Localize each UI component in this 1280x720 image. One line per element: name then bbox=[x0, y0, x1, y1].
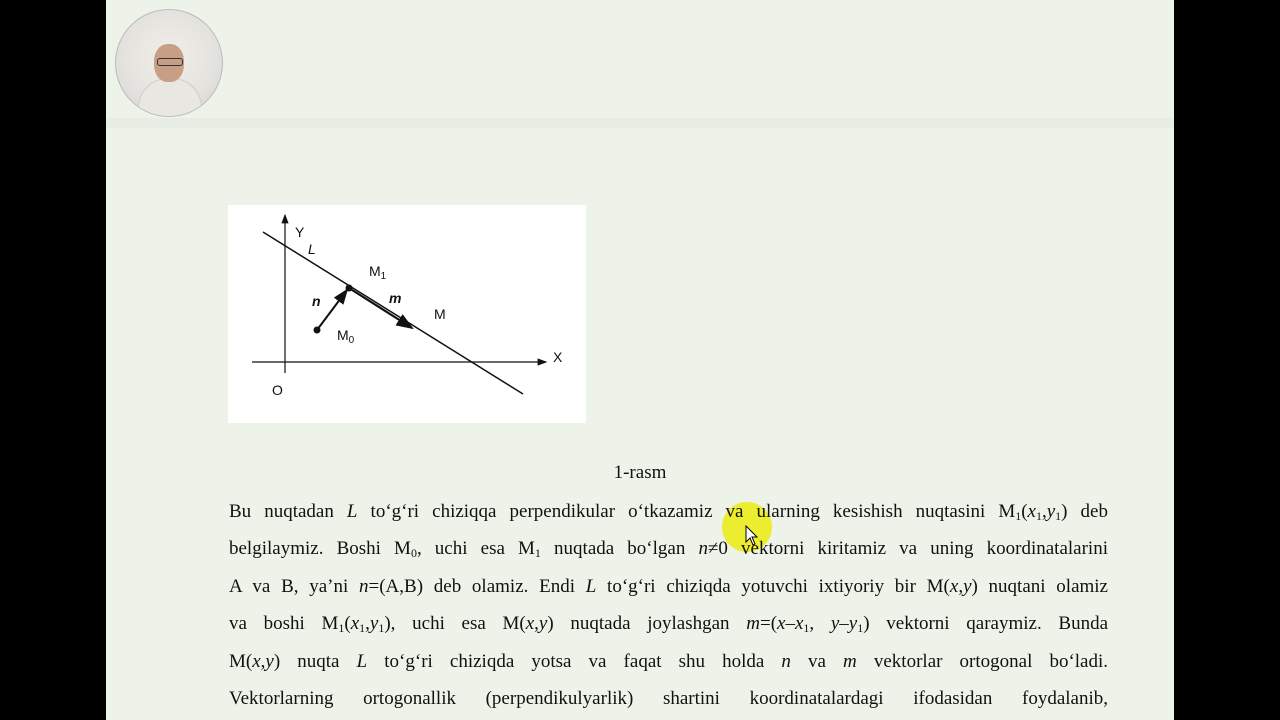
figure-caption: 1-rasm bbox=[613, 462, 667, 483]
text-segment: , bbox=[260, 650, 266, 672]
text-line bbox=[229, 605, 1108, 642]
line-label: L bbox=[308, 241, 316, 257]
m0-label: $M_0$ bbox=[337, 327, 355, 346]
glasses-icon bbox=[157, 58, 183, 66]
text-segment: x bbox=[777, 613, 786, 635]
text-segment: , bbox=[534, 613, 539, 635]
page-break bbox=[106, 118, 1174, 128]
text-segment: ), uchi esa M( bbox=[384, 613, 526, 635]
text-segment: to‘g‘ri chiziqqa perpendikular o‘tkazamiz va ularning kesishish nuqtasini M bbox=[357, 501, 1016, 522]
text-segment: ) vektorni qaraymiz. Bunda bbox=[863, 613, 1109, 635]
text-segment: A va B, ya’ni bbox=[229, 575, 360, 597]
text-segment: Vektorlarning ortogonallik (perpendikulyarlik) shartini koordinatalardagi ifodasidan foydalanib, bbox=[229, 687, 1108, 709]
text-segment: , uchi esa M bbox=[416, 538, 535, 560]
text-segment: L bbox=[346, 501, 358, 522]
text-segment: 1 bbox=[534, 546, 541, 561]
text-segment: m bbox=[746, 613, 760, 635]
text-segment: ( bbox=[344, 613, 351, 635]
text-segment: ) deb bbox=[1061, 501, 1108, 522]
text-segment: to‘g‘ri chiziqda yotsa va faqat shu holda bbox=[367, 650, 782, 672]
text-segment: y bbox=[1046, 501, 1056, 522]
figure-diagram bbox=[228, 205, 586, 423]
text-segment: x bbox=[1027, 501, 1036, 522]
diagram-svg bbox=[228, 205, 586, 423]
text-segment: ) nuqtada joylashgan bbox=[547, 613, 747, 635]
body-paragraph bbox=[229, 493, 1108, 717]
text-segment: , bbox=[1041, 501, 1047, 522]
text-segment: y bbox=[538, 613, 548, 635]
text-segment: n bbox=[359, 575, 369, 597]
text-segment: ≠0 vektorni kiritamiz va uning koordinatalarini bbox=[707, 538, 1108, 560]
m1-label: $M_1$ bbox=[369, 263, 387, 282]
text-segment: =(A,B) deb olamiz. Endi bbox=[368, 575, 586, 597]
y-axis-label: Y bbox=[295, 224, 305, 240]
presenter-webcam bbox=[115, 9, 223, 117]
text-segment: va bbox=[790, 650, 844, 672]
text-segment: – bbox=[785, 613, 795, 635]
text-segment: x bbox=[794, 613, 804, 635]
text-segment: y bbox=[369, 613, 379, 635]
text-segment: L bbox=[585, 575, 597, 597]
text-segment: vektorlar ortogonal bo‘ladi. bbox=[856, 650, 1109, 672]
text-segment: , bbox=[365, 613, 370, 635]
text-segment: x bbox=[350, 613, 360, 635]
text-segment: 1 bbox=[1055, 509, 1062, 523]
text-segment: 1 bbox=[857, 621, 864, 636]
text-segment: , bbox=[958, 575, 964, 597]
text-segment: x bbox=[252, 650, 261, 672]
m-label: M bbox=[434, 306, 446, 322]
vector-n-label: n bbox=[312, 293, 321, 309]
vector-m bbox=[349, 288, 412, 328]
text-segment: ( bbox=[1021, 501, 1028, 522]
text-segment: n bbox=[781, 650, 791, 672]
text-segment: 1 bbox=[378, 621, 385, 636]
text-segment: ) nuqtani olamiz bbox=[971, 575, 1108, 597]
text-segment: 1 bbox=[1015, 509, 1022, 523]
text-segment: y bbox=[963, 575, 972, 597]
point-m0 bbox=[314, 327, 321, 334]
text-segment: 0 bbox=[410, 546, 417, 561]
vector-n bbox=[317, 290, 347, 330]
text-line bbox=[229, 643, 1108, 680]
vector-m-label: m bbox=[389, 290, 402, 306]
text-segment: Bu nuqtadan bbox=[229, 501, 347, 522]
text-segment: belgilaymiz. Boshi M bbox=[229, 538, 411, 560]
text-segment: va boshi M bbox=[229, 613, 339, 635]
text-segment: y bbox=[265, 650, 274, 672]
text-segment: x bbox=[525, 613, 535, 635]
point-m1 bbox=[346, 285, 353, 292]
text-segment: 1 bbox=[359, 621, 366, 636]
text-segment: M( bbox=[229, 650, 253, 672]
text-segment: , bbox=[809, 613, 831, 635]
text-segment: x bbox=[949, 575, 959, 597]
text-segment: y bbox=[848, 613, 858, 635]
text-segment: to‘g‘ri chiziqda yotuvchi ixtiyoriy bir M( bbox=[596, 575, 950, 597]
text-line bbox=[229, 568, 1108, 605]
text-segment: 1 bbox=[338, 621, 345, 636]
text-segment: =( bbox=[759, 613, 778, 635]
text-line bbox=[229, 493, 1108, 530]
text-segment: nuqtada bo‘lgan bbox=[540, 538, 699, 560]
x-axis-label: X bbox=[553, 349, 563, 365]
text-segment: L bbox=[356, 650, 368, 672]
presenter-body bbox=[138, 78, 202, 117]
text-line bbox=[229, 680, 1108, 717]
text-line bbox=[229, 530, 1108, 567]
text-segment: m bbox=[843, 650, 857, 672]
text-segment: 1 bbox=[1035, 509, 1042, 523]
origin-label: O bbox=[272, 382, 283, 398]
text-segment: – bbox=[839, 613, 849, 635]
line-l bbox=[263, 232, 523, 394]
text-segment: 1 bbox=[803, 621, 810, 636]
text-segment: n bbox=[698, 538, 708, 560]
text-segment: ) nuqta bbox=[273, 650, 357, 672]
text-segment: y bbox=[830, 613, 840, 635]
